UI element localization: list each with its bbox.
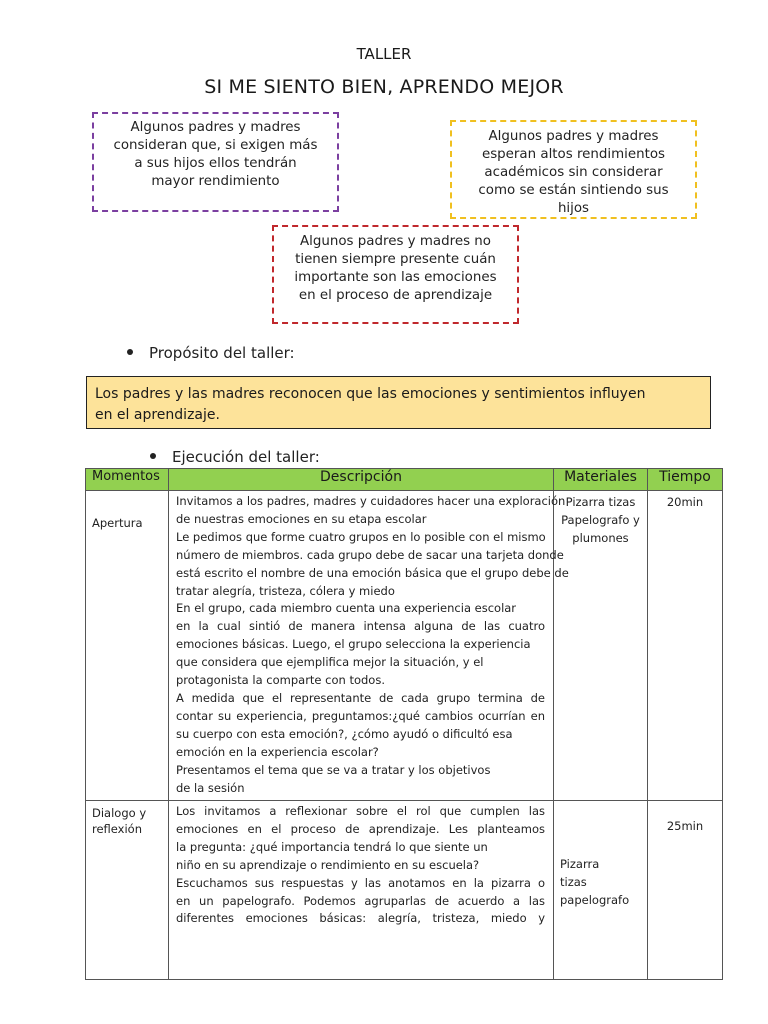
column-header: Momentos [86, 469, 169, 491]
description-line: protagonista la comparte con todos. [176, 673, 385, 688]
description-cell [169, 491, 569, 801]
description-line: diferentes emociones básicas: alegría, tristeza, miedo y [176, 911, 545, 926]
description-line: emoción en la experiencia escolar? [176, 744, 379, 759]
description-line: de la sesión [176, 780, 245, 795]
moment-label-line: reflexión [92, 822, 142, 836]
description-line: tratar alegría, tristeza, cólera y miedo [176, 583, 395, 598]
description-line: En el grupo, cada miembro cuenta una experiencia escolar [176, 601, 517, 616]
execution-heading-text: Ejecución del taller: [172, 448, 320, 466]
page-title: SI ME SIENTO BIEN, APRENDO MEJOR [204, 76, 564, 98]
description-line: emociones básicas. Luego, el grupo selecciona la experiencia [176, 637, 531, 652]
description-line: niño en su aprendizaje o rendimiento en su escuela? [176, 857, 480, 872]
note-line: tienen siempre presente cuán [295, 252, 496, 267]
description-line: en la cual sintió de manera intensa alguna de las cuatro [176, 619, 545, 634]
moment-cell [86, 801, 169, 980]
note-line: importante son las emociones [294, 270, 497, 285]
note-line: Algunos padres y madres [130, 120, 301, 135]
note-purple [92, 112, 339, 212]
note-line: hijos [557, 201, 590, 216]
description-line: Invitamos a los padres, madres y cuidadores hacer una exploración [176, 494, 566, 508]
purpose-line: Los padres y las madres reconocen que las emociones y sentimientos influyen [95, 386, 646, 402]
time-cell [648, 491, 723, 801]
material-item: papelografo [560, 893, 630, 907]
description-line: está escrito el nombre de una emoción básica que el grupo debe de [176, 565, 569, 580]
note-line: como se están sintiendo sus [478, 183, 669, 198]
note-line: esperan altos rendimientos [481, 147, 666, 162]
execution-heading [150, 448, 320, 466]
note-line: en el proceso de aprendizaje [298, 288, 493, 303]
description-line: número de miembros. cada grupo debe de sacar una tarjeta donde [176, 547, 564, 562]
bullet-icon [127, 349, 133, 355]
material-item: plumones [572, 531, 629, 545]
time-cell [648, 801, 723, 980]
moment-cell [86, 491, 169, 801]
description-line: que considera que ejemplifica mejor la situación, y el [176, 655, 484, 670]
note-yellow [450, 120, 697, 219]
materials-cell [554, 491, 648, 801]
material-item: tizas [560, 875, 587, 889]
moment-label-line: Dialogo y [92, 806, 147, 820]
description-line: Le pedimos que forme cuatro grupos en lo posible con el mismo [176, 529, 546, 544]
note-line: consideran que, si exigen más [113, 138, 318, 153]
description-line: A medida que el representante de cada grupo termina de [176, 690, 545, 705]
bullet-icon [150, 453, 156, 459]
purpose-line: en el aprendizaje. [95, 407, 220, 423]
note-line: mayor rendimiento [151, 174, 280, 189]
moment-label: Apertura [92, 516, 143, 530]
table-row [86, 491, 723, 801]
note-line: académicos sin considerar [484, 165, 663, 180]
material-item: Papelografo y [561, 513, 640, 527]
materials-cell [554, 801, 648, 980]
column-header: Materiales [554, 469, 648, 491]
description-line: su cuerpo con esta emoción?, ¿cómo ayudó o dificultó esa [176, 726, 513, 741]
material-item: Pizarra [560, 857, 600, 871]
description-line: Escuchamos sus respuestas y las anotamos en la pizarra o [176, 875, 545, 890]
column-header: Tiempo [648, 469, 723, 491]
note-red [272, 225, 519, 324]
page-kicker: TALLER [356, 45, 412, 63]
description-line: de nuestras emociones en su etapa escolar [176, 511, 427, 526]
description-line: emociones en el proceso de aprendizaje. Les planteamos [176, 821, 545, 836]
note-line: Algunos padres y madres [488, 129, 659, 144]
execution-table [85, 468, 723, 980]
description-line: contar su experiencia, preguntamos:¿qué cambios ocurrían en [176, 708, 545, 723]
description-cell [169, 801, 554, 980]
description-line: Presentamos el tema que se va a tratar y los objetivos [176, 762, 491, 777]
purpose-heading [127, 344, 295, 362]
description-line: la pregunta: ¿qué importancia tendrá lo que siente un [176, 839, 488, 854]
material-item: Pizarra tizas [565, 495, 636, 509]
table-header-row [86, 469, 723, 491]
table-row [86, 801, 723, 980]
description-line: en un papelografo. Podemos agruparlas de acuerdo a las [176, 893, 545, 908]
column-header: Descripción [169, 469, 554, 491]
note-line: a sus hijos ellos tendrán [134, 156, 297, 171]
note-line: Algunos padres y madres no [300, 234, 491, 249]
description-line: Los invitamos a reflexionar sobre el rol que cumplen las [176, 804, 545, 818]
purpose-box [86, 376, 711, 429]
time-value: 20min [666, 495, 704, 509]
purpose-heading-text: Propósito del taller: [149, 344, 295, 362]
time-value: 25min [666, 819, 704, 833]
